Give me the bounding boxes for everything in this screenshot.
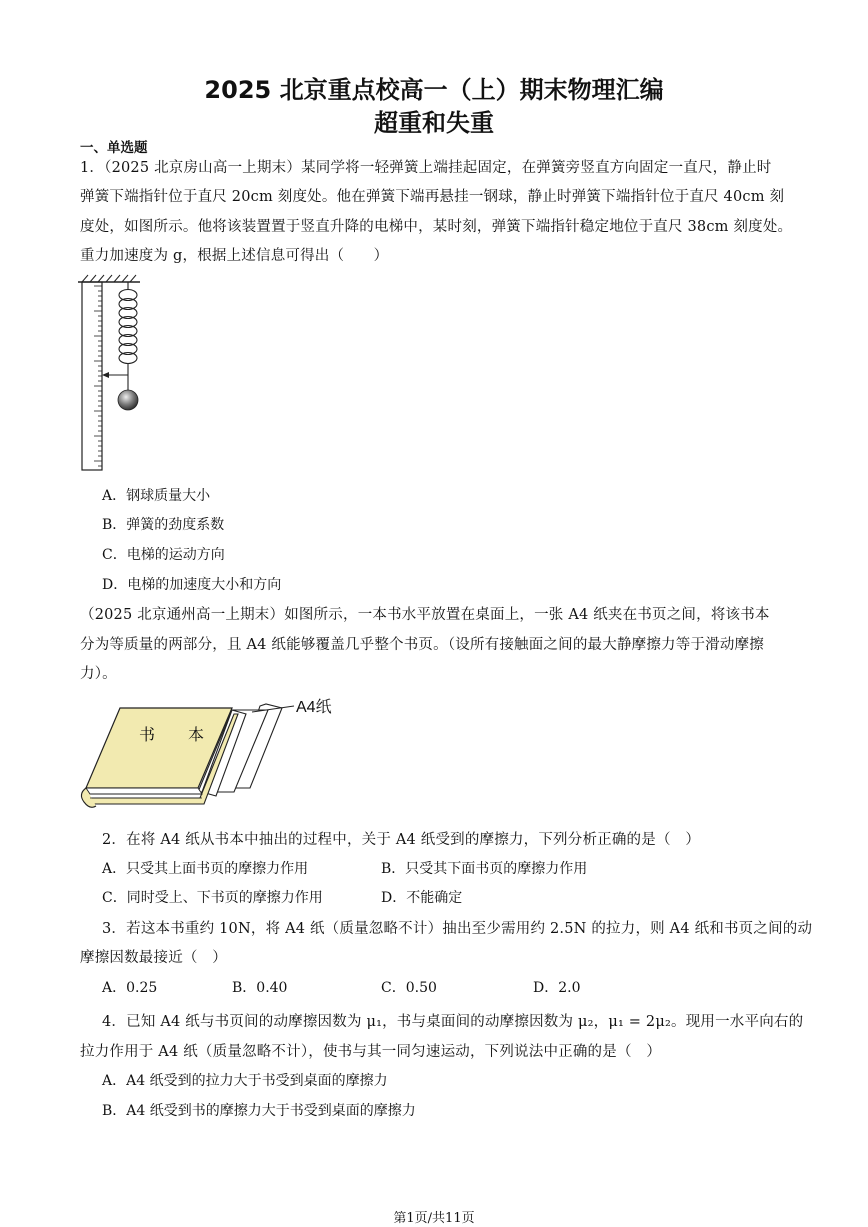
book-label-char-1: 书 (139, 725, 156, 744)
q4-text-line-1: 4．已知 A4 纸与书页间的动摩擦因数为 μ₁，书与桌面间的动摩擦因数为 μ₂，μ₁ = 2μ₂。现用一水平向右的 (102, 1014, 804, 1030)
section-heading: 一、单选题 (80, 140, 148, 156)
context-text-line-2: 分为等质量的两部分，且 A4 纸能够覆盖几乎整个书页。（设所有接触面之间的最大静摩擦力等于滑动摩擦 (80, 637, 764, 653)
q1-text-line-1: 1．（2025 北京房山高一上期末）某同学将一轻弹簧上端挂起固定，在弹簧旁竖直方向固定一直尺，静止时 (80, 160, 772, 176)
q2-option-a: A．只受其上面书页的摩擦力作用 (102, 861, 309, 877)
q2-option-b: B．只受其下面书页的摩擦力作用 (381, 861, 588, 877)
q1-text-line-2: 弹簧下端指针位于直尺 20cm 刻度处。他在弹簧下端再悬挂一钢球，静止时弹簧下端指针位于直尺 40cm 刻 (80, 189, 785, 205)
q3-option-b: B．0.40 (232, 980, 288, 996)
spring-ruler-figure (78, 274, 158, 474)
q2-stem: 2．在将 A4 纸从书本中抽出的过程中，关于 A4 纸受到的摩擦力，下列分析正确的是（ ） (102, 832, 701, 848)
q2-option-c: C．同时受上、下书页的摩擦力作用 (102, 890, 323, 906)
q2-option-d: D．不能确定 (381, 890, 463, 906)
page-title: 2025 北京重点校高一（上）期末物理汇编 (204, 76, 664, 104)
q1-option-c: C．电梯的运动方向 (102, 547, 225, 563)
book-label-char-2: 本 (188, 725, 205, 744)
q4-text-line-2: 拉力作用于 A4 纸（质量忽略不计），使书与其一同匀速运动，下列说法中正确的是（ ） (80, 1044, 662, 1060)
page-subtitle: 超重和失重 (374, 109, 494, 137)
q1-option-b: B．弹簧的劲度系数 (102, 517, 225, 533)
q1-text-line-3: 度处，如图所示。他将该装置置于竖直升降的电梯中，某时刻，弹簧下端指针稳定地位于直尺 38cm 刻度处。 (80, 219, 793, 235)
q4-option-a: A．A4 纸受到的拉力大于书受到桌面的摩擦力 (102, 1073, 388, 1089)
q3-option-a: A．0.25 (102, 980, 158, 996)
context-text-line-1: （2025 北京通州高一上期末）如图所示，一本书水平放置在桌面上，一张 A4 纸夹在书页之间，将该书本 (80, 607, 770, 623)
q1-option-d: D．电梯的加速度大小和方向 (102, 577, 282, 593)
q3-text-line-1: 3．若这本书重约 10N，将 A4 纸（质量忽略不计）抽出至少需用约 2.5N 的拉力，则 A4 纸和书页之间的动 (102, 921, 813, 937)
page-number: 第1页/共11页 (393, 1211, 475, 1226)
q1-option-a: A．钢球质量大小 (102, 488, 211, 504)
q3-option-c: C．0.50 (381, 980, 437, 996)
q3-text-line-2: 摩擦因数最接近（ ） (80, 950, 227, 966)
q1-text-line-4: 重力加速度为 g，根据上述信息可得出（ ） (80, 248, 389, 264)
q4-option-b: B．A4 纸受到书的摩擦力大于书受到桌面的摩擦力 (102, 1103, 416, 1119)
a4-paper-label: A4纸 (296, 699, 332, 716)
context-text-line-3: 力）。 (80, 666, 117, 682)
q3-option-d: D．2.0 (533, 980, 581, 996)
